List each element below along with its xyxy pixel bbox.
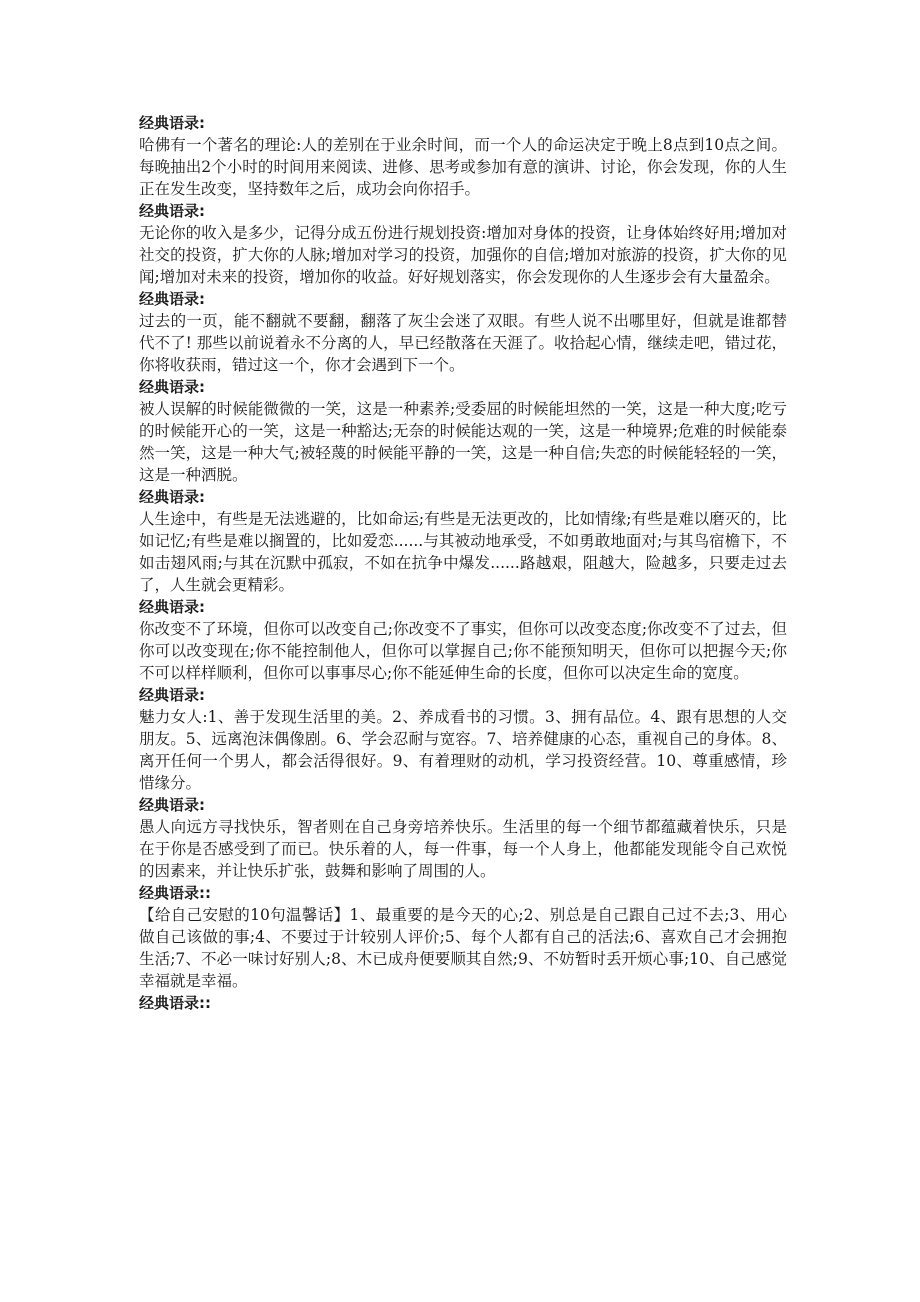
quote-section bbox=[139, 596, 787, 684]
section-heading: 经典语录: bbox=[139, 598, 205, 616]
section-body: 人生途中，有些是无法逃避的，比如命运;有些是无法更改的，比如情缘;有些是难以磨灭的，比如记忆;有些是难以搁置的，比如爱恋......与其被动地承受，不如勇敢地面对;与其鸟宿檐下，不如击翅风雨;与其在沉默中孤寂，不如在抗争中爆发......路越艰，阻越大，险越多，只要走过去了，人生就会更精彩。 bbox=[139, 510, 787, 594]
quote-section bbox=[139, 112, 787, 200]
section-heading: 经典语录: bbox=[139, 378, 205, 396]
section-body: 【给自己安慰的10句温馨话】1、最重要的是今天的心;2、别总是自己跟自己过不去;3、用心做自己该做的事;4、不要过于计较别人评价;5、每个人都有自己的活法;6、喜欢自己才会拥抱生活;7、不必一味讨好别人;8、木已成舟便要顺其自然;9、不妨暂时丢开烦心事;10、自己感觉幸福就是幸福。 bbox=[139, 906, 787, 990]
section-body: 魅力女人:1、善于发现生活里的美。2、养成看书的习惯。3、拥有品位。4、跟有思想的人交朋友。5、远离泡沫偶像剧。6、学会忍耐与宽容。7、培养健康的心态，重视自己的身体。8、离开任何一个男人，都会活得很好。9、有着理财的动机，学习投资经营。10、尊重感情，珍惜缘分。 bbox=[139, 708, 787, 792]
section-body: 哈佛有一个著名的理论:人的差别在于业余时间，而一个人的命运决定于晚上8点到10点之间。每晚抽出2个小时的时间用来阅读、进修、思考或参加有意的演讲、讨论，你会发现，你的人生正在发生改变，坚持数年之后，成功会向你招手。 bbox=[139, 136, 787, 198]
section-heading: 经典语录:: bbox=[139, 994, 211, 1012]
section-heading: 经典语录: bbox=[139, 686, 205, 704]
section-heading: 经典语录: bbox=[139, 488, 205, 506]
section-heading: 经典语录:: bbox=[139, 884, 211, 902]
section-heading: 经典语录: bbox=[139, 796, 205, 814]
section-body: 愚人向远方寻找快乐，智者则在自己身旁培养快乐。生活里的每一个细节都蕴藏着快乐，只是在于你是否感受到了而已。快乐着的人，每一件事，每一个人身上，他都能发现能令自己欢悦的因素来，并让快乐扩张，鼓舞和影响了周围的人。 bbox=[139, 818, 787, 880]
quote-section bbox=[139, 794, 787, 882]
section-heading: 经典语录: bbox=[139, 202, 205, 220]
section-heading: 经典语录: bbox=[139, 114, 205, 132]
section-body: 被人误解的时候能微微的一笑，这是一种素养;受委屈的时候能坦然的一笑，这是一种大度;吃亏的时候能开心的一笑，这是一种豁达;无奈的时候能达观的一笑，这是一种境界;危难的时候能泰然一笑，这是一种大气;被轻蔑的时候能平静的一笑，这是一种自信;失恋的时候能轻轻的一笑，这是一种洒脱。 bbox=[139, 400, 787, 484]
section-body: 你改变不了环境，但你可以改变自己;你改变不了事实，但你可以改变态度;你改变不了过去，但你可以改变现在;你不能控制他人，但你可以掌握自己;你不能预知明天，但你可以把握今天;你不可以样样顺利，但你可以事事尽心;你不能延伸生命的长度，但你可以决定生命的宽度。 bbox=[139, 620, 787, 682]
section-body: 无论你的收入是多少，记得分成五份进行规划投资:增加对身体的投资，让身体始终好用;增加对社交的投资，扩大你的人脉;增加对学习的投资，加强你的自信;增加对旅游的投资，扩大你的见闻;增加对未来的投资，增加你的收益。好好规划落实，你会发现你的人生逐步会有大量盈余。 bbox=[139, 224, 787, 286]
section-heading: 经典语录: bbox=[139, 290, 205, 308]
quote-section bbox=[139, 992, 787, 1014]
quote-section bbox=[139, 288, 787, 376]
quote-section bbox=[139, 684, 787, 794]
quote-section bbox=[139, 486, 787, 596]
section-body: 过去的一页，能不翻就不要翻，翻落了灰尘会迷了双眼。有些人说不出哪里好，但就是谁都替代不了! 那些以前说着永不分离的人，早已经散落在天涯了。收拾起心情，继续走吧，错过花，你将收获雨，错过这一个，你才会遇到下一个。 bbox=[139, 312, 787, 374]
quote-section bbox=[139, 200, 787, 288]
document-page bbox=[139, 112, 787, 1014]
quote-section bbox=[139, 376, 787, 486]
quote-section bbox=[139, 882, 787, 992]
